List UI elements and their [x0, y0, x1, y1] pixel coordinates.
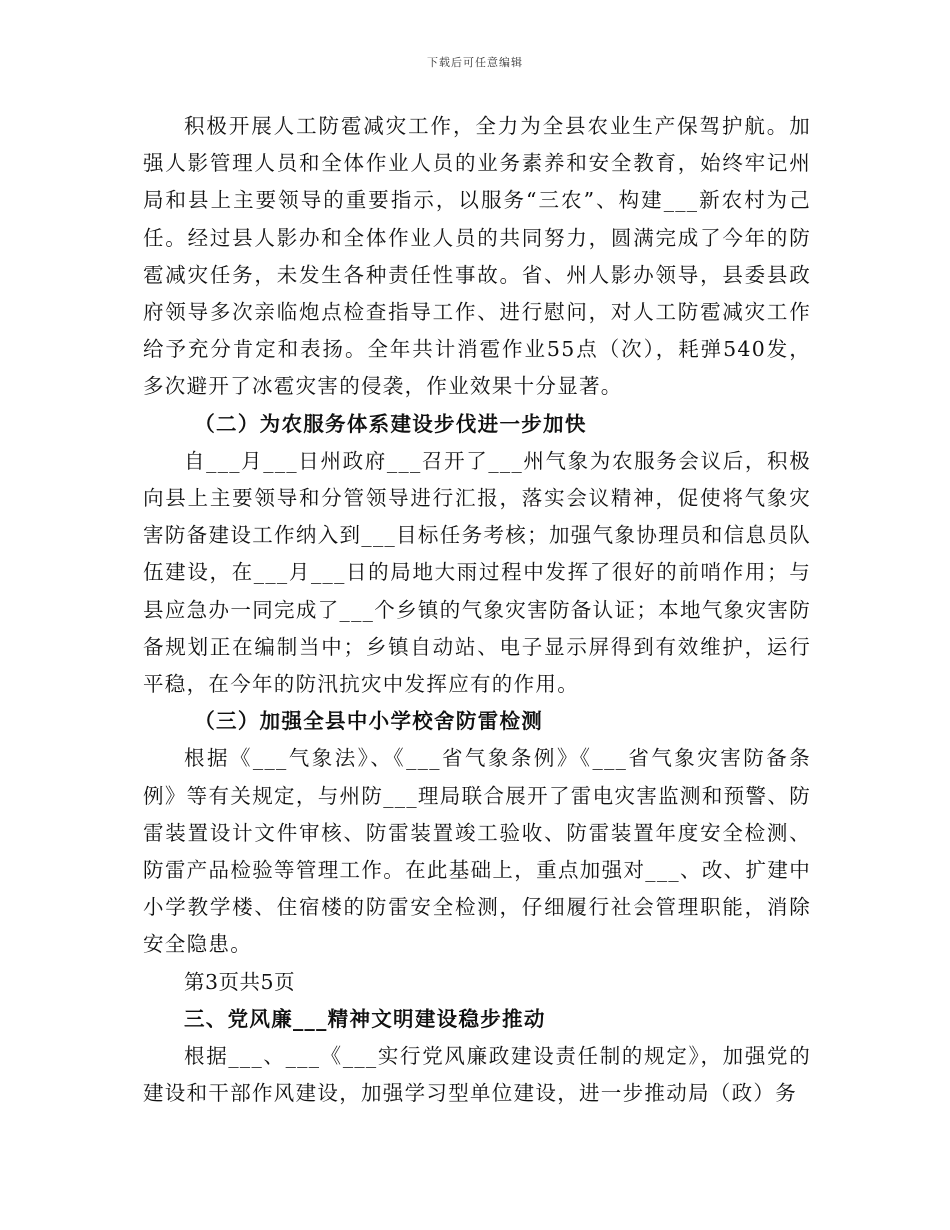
- paragraph-lightning-inspection: 根据《___气象法》、《___省气象条例》《___省气象灾害防备条例》等有关规定，与州防___理局联合展开了雷电灾害监测和预警、防雷装置设计文件审核、防雷装置竣工验收、防雷装置年度安全检测、防雷产品检验等管理工作。在此基础上，重点加强对___、改、扩建中小学教学楼、住宿楼的防雷安全检测，仔细履行社会管理职能，消除安全隐患。: [143, 746, 811, 957]
- page-header-note: 下载后可任意编辑: [427, 56, 523, 69]
- section-heading-lightning-inspection: （三）加强全县中小学校舍防雷检测: [194, 709, 544, 734]
- section-heading-agri-service: （二）为农服务体系建设步伐进一步加快: [194, 411, 587, 436]
- paragraph-hail-prevention: 积极开展人工防雹减灾工作，全力为全县农业生产保驾护航。加强人影管理人员和全体作业人员的业务素养和安全教育，始终牢记州局和县上主要领导的重要指示，以服务“三农”、构建___新农村为己任。经过县人影办和全体作业人员的共同努力，圆满完成了今年的防雹减灾任务，未发生各种责任性事故。省、州人影办领导，县委县政府领导多次亲临炮点检查指导工作、进行慰问，对人工防雹减灾工作给予充分肯定和表扬。全年共计消雹作业55点（次），耗弹540发，多次避开了冰雹灾害的侵袭，作业效果十分显著。: [143, 114, 811, 399]
- document-body: [143, 108, 811, 1112]
- section-heading-party-conduct: 三、党风廉___精神文明建设稳步推动: [184, 1006, 546, 1031]
- paragraph-party-conduct: 根据___、___《___实行党风廉政建设责任制的规定》，加强党的建设和干部作风建设，加强学习型单位建设，进一步推动局（政）务: [143, 1044, 811, 1106]
- page-number-note: 第3页共5页: [184, 969, 296, 994]
- paragraph-agri-service: 自___月___日州政府___召开了___州气象为农服务会议后，积极向县上主要领导和分管领导进行汇报，落实会议精神，促使将气象灾害防备建设工作纳入到___目标任务考核；加强气象协理员和信息员队伍建设，在___月___日的局地大雨过程中发挥了很好的前哨作用；与县应急办一同完成了___个乡镇的气象灾害防备认证；本地气象灾害防备规划正在编制当中；乡镇自动站、电子显示屏得到有效维护，运行平稳，在今年的防汛抗灾中发挥应有的作用。: [143, 448, 811, 697]
